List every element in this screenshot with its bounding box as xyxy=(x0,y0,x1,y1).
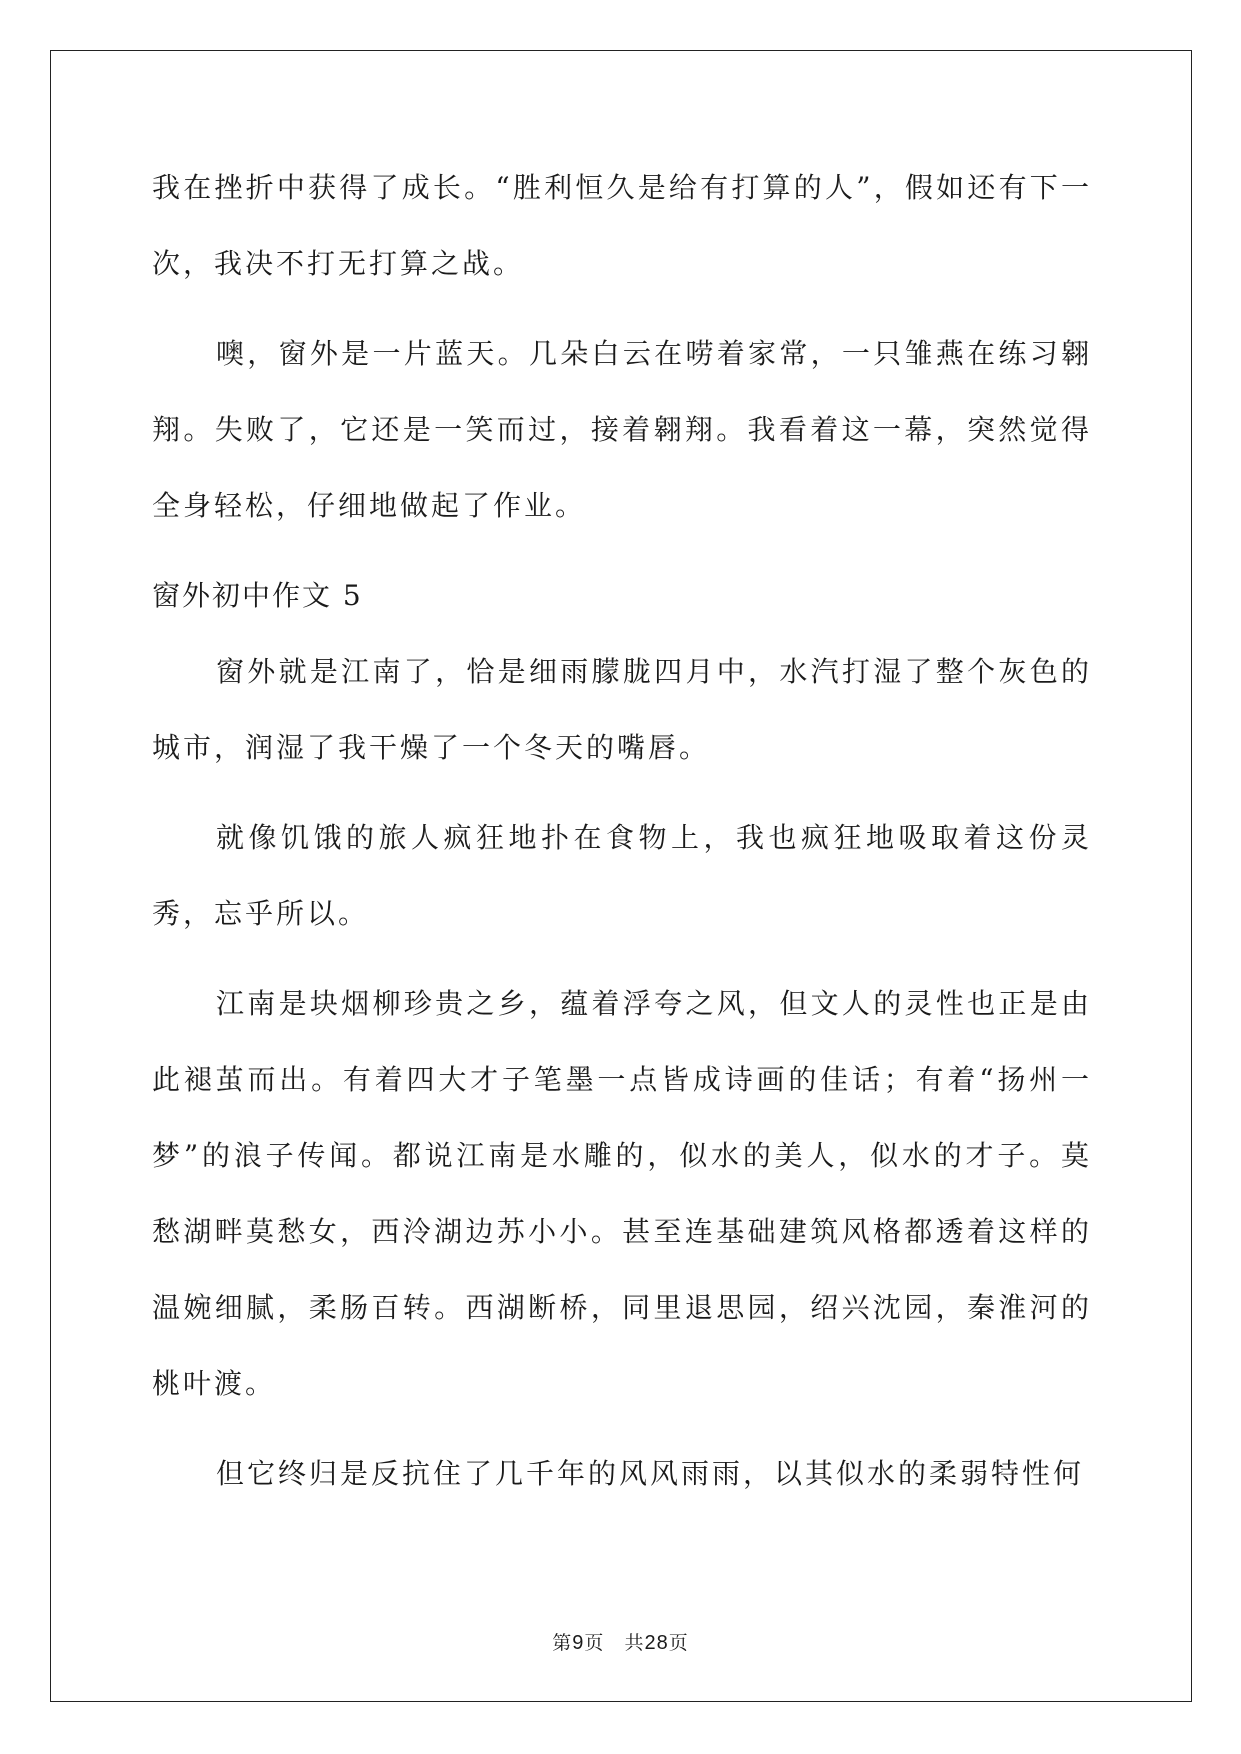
page-total: 28 xyxy=(644,1632,669,1654)
page-footer xyxy=(0,1628,1241,1655)
paragraph: 但它终归是反抗住了几千年的风风雨雨，以其似水的柔弱特性何 xyxy=(216,1457,1085,1490)
paragraph: 就像饥饿的旅人疯狂地扑在食物上，我也疯狂地吸取着这份灵秀，忘乎所以。 xyxy=(152,821,1092,930)
paragraph: 江南是块烟柳珍贵之乡，蕴着浮夸之风，但文人的灵性也正是由此褪茧而出。有着四大才子笔墨一点皆成诗画的佳话；有着“扬州一梦”的浪子传闻。都说江南是水雕的，似水的美人，似水的才子。莫愁湖畔莫愁女，西泠湖边苏小小。甚至连基础建筑风格都透着这样的温婉细腻，柔肠百转。西湖断桥，同里退思园，绍兴沈园，秦淮河的桃叶渡。 xyxy=(152,987,1092,1400)
page-current: 9 xyxy=(572,1632,585,1654)
total-suffix: 页 xyxy=(668,1632,689,1654)
paragraph: 我在挫折中获得了成长。“胜利恒久是给有打算的人”，假如还有下一次，我决不打无打算之战。 xyxy=(152,171,1092,280)
document-body xyxy=(152,150,1092,1512)
page-suffix: 页 xyxy=(584,1632,605,1654)
paragraph: 窗外就是江南了，恰是细雨朦胧四月中，水汽打湿了整个灰色的城市，润湿了我干燥了一个冬天的嘴唇。 xyxy=(152,655,1092,764)
section-title: 窗外初中作文 5 xyxy=(152,579,363,612)
page-prefix: 第 xyxy=(552,1632,573,1654)
paragraph: 噢，窗外是一片蓝天。几朵白云在唠着家常，一只雏燕在练习翱翔。失败了，它还是一笑而过，接着翱翔。我看着这一幕，突然觉得全身轻松，仔细地做起了作业。 xyxy=(152,337,1092,522)
total-prefix: 共 xyxy=(624,1632,645,1654)
